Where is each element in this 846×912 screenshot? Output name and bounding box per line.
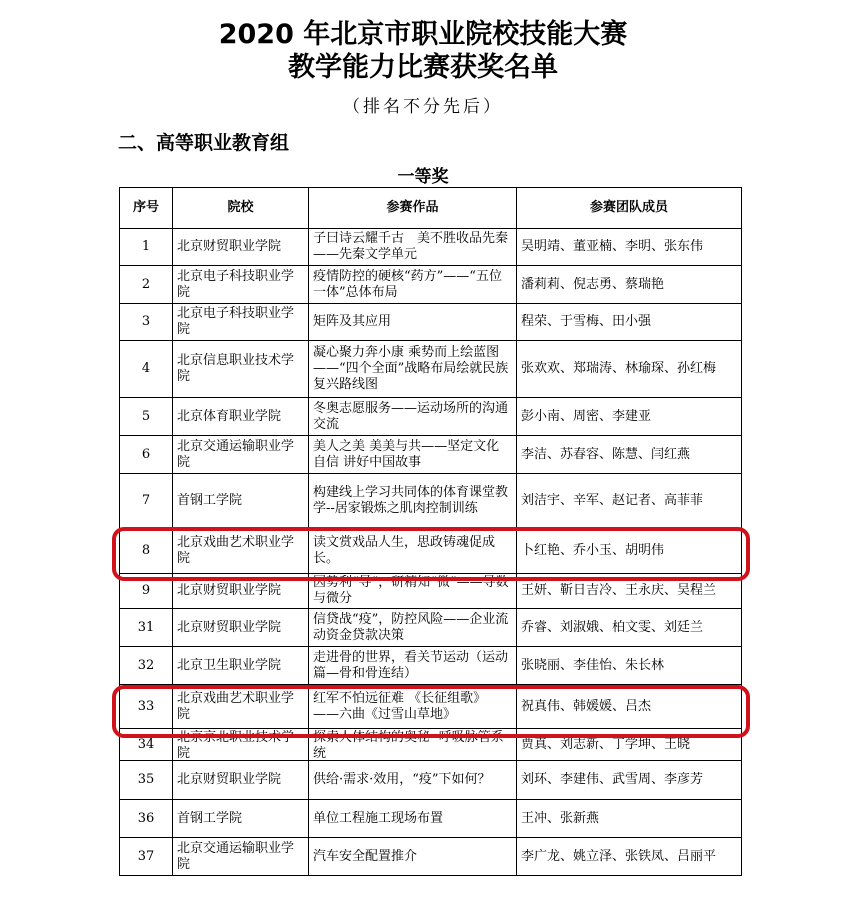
cell-school [173,838,309,876]
cell-school-text: 北京信息职业技术学院 [177,353,295,384]
document-title-line1: 2020 年北京市职业院校技能大赛 [218,19,628,50]
cell-school-text: 首钢工学院 [177,810,243,826]
table-row [120,474,742,529]
cell-number-text: 2 [141,276,151,292]
cell-number-text: 33 [137,698,155,714]
highlight-box-row-33 [112,685,750,738]
table-row [120,838,742,876]
cell-school [173,474,309,529]
cell-number [120,398,173,436]
table-row [120,229,742,266]
cell-team-text: 祝真伟、韩媛媛、吕杰 [521,698,652,714]
cell-team [517,229,742,266]
cell-number-text: 4 [141,361,151,376]
cell-work-text: 探索人体结构的奥秘--呼吸脉管系统 [313,730,504,759]
cell-number [120,229,173,266]
cell-school-text: 北京电子科技职业学院 [177,306,295,337]
cell-work-text: 因势利“导”，研精知“微”——导数与微分 [313,575,509,606]
cell-number [120,304,173,341]
cell-team-text: 李广龙、姚立泽、张铁凤、吕丽平 [521,848,717,864]
cell-number-text: 32 [137,657,155,673]
cell-school-text: 北京财贸职业学院 [177,583,282,598]
cell-team-text: 贾真、刘志新、丁学坤、王晓 [521,736,691,752]
cell-school-text: 北京电子科技职业学院 [177,268,295,300]
cell-school [173,800,309,838]
cell-number [120,266,173,304]
table-header-row [120,188,742,229]
cell-number-text: 5 [141,408,151,424]
cell-work [309,436,517,474]
cell-team-text: 王冲、张新燕 [521,810,600,826]
header-school: 院校 [173,188,309,229]
table-row [120,341,742,398]
cell-school-text: 北京财贸职业学院 [177,772,282,787]
cell-number [120,436,173,474]
cell-work [309,266,517,304]
cell-work-text: 走进骨的世界，看关节运动（运动篇—骨和骨连结） [313,649,509,681]
cell-work-text: 子曰诗云耀千古 美不胜收品先秦 ——先秦文学单元 [313,231,509,262]
cell-work-text: 构建线上学习共同体的体育课堂教学--居家锻炼之肌肉控制训练 [313,485,509,516]
cell-team-text: 王妍、靳日吉冷、王永庆、吴程兰 [521,583,717,598]
cell-number-text: 3 [141,314,151,329]
table-row [120,266,742,304]
cell-school-text: 北京财贸职业学院 [177,239,282,254]
cell-team [517,761,742,800]
cell-number-text: 6 [141,446,151,462]
ranking-note: （排名不分先后） [343,97,503,117]
cell-school-text: 北京京北职业技术学院 [177,730,295,759]
cell-work-text: 矩阵及其应用 [313,314,392,329]
cell-number-text: 31 [137,619,155,635]
cell-team [517,266,742,304]
cell-number-text: 37 [137,848,155,864]
cell-work-text: 单位工程施工现场布置 [313,810,444,826]
cell-school [173,304,309,341]
cell-school [173,341,309,398]
cell-school [173,266,309,304]
cell-team-text: 程荣、于雪梅、田小强 [521,314,652,329]
cell-work [309,341,517,398]
cell-work [309,474,517,529]
cell-number [120,800,173,838]
cell-number [120,341,173,398]
cell-team-text: 潘莉莉、倪志勇、蔡瑞艳 [521,276,665,292]
cell-team-text: 吴明靖、董亚楠、李明、张东伟 [521,239,704,254]
cell-work [309,838,517,876]
cell-school [173,436,309,474]
cell-team-text: 乔睿、刘淑娥、柏文雯、刘廷兰 [521,619,704,635]
document-title-line2: 教学能力比赛获奖名单 [288,52,558,83]
cell-work [309,229,517,266]
cell-number [120,609,173,647]
cell-number-text: 8 [141,543,151,558]
cell-school-text: 北京戏曲艺术职业学院 [177,535,295,566]
cell-team [517,474,742,529]
cell-school-text: 首钢工学院 [177,493,243,508]
cell-work-text: 汽车安全配置推介 [313,848,418,864]
cell-work [309,647,517,685]
cell-team [517,609,742,647]
cell-number-text: 1 [141,239,151,254]
cell-school-text: 北京卫生职业学院 [177,657,282,673]
cell-school [173,761,309,800]
cell-team [517,647,742,685]
table-row [120,436,742,474]
cell-team [517,800,742,838]
cell-work-text: 美人之美 美美与共——坚定文化自信 讲好中国故事 [313,438,500,470]
cell-school-text: 北京财贸职业学院 [177,619,282,635]
cell-work-text: 信贷战“疫”，防控风险——企业流动资金贷款决策 [313,611,509,643]
cell-work-text: 红军不怕远征难 《长征组歌》——六曲《过雪山草地》 [313,690,487,722]
cell-number [120,761,173,800]
award-level-heading: 一等奖 [397,167,449,187]
cell-school-text: 北京交通运输职业学院 [177,840,295,872]
cell-number [120,647,173,685]
cell-team [517,304,742,341]
cell-team-text: 李洁、苏春容、陈慧、闫红燕 [521,446,691,462]
cell-school [173,229,309,266]
cell-team-text: 彭小南、周密、李建亚 [521,408,652,424]
cell-team [517,341,742,398]
header-number: 序号 [120,188,173,229]
cell-team [517,838,742,876]
cell-team-text: 张欢欢、郑瑞涛、林瑜琛、孙红梅 [521,361,717,376]
cell-work-text: 疫情防控的硬核“药方”——“五位一体”总体布局 [313,268,502,300]
cell-school-text: 北京体育职业学院 [177,408,282,424]
cell-number [120,838,173,876]
cell-number-text: 35 [137,772,155,787]
cell-number [120,474,173,529]
section-heading: 二、高等职业教育组 [118,132,290,154]
cell-team-text: 刘环、李建伟、武雪周、李彦芳 [521,772,704,787]
cell-number-text: 34 [137,736,155,752]
cell-school [173,609,309,647]
cell-school [173,398,309,436]
table-row [120,800,742,838]
cell-work [309,800,517,838]
cell-work-text: 冬奥志愿服务——运动场所的沟通交流 [313,400,509,432]
cell-team-text: 张晓丽、李佳怡、朱长林 [521,657,665,673]
cell-work [309,761,517,800]
cell-team-text: 刘洁宇、辛军、赵记者、高菲菲 [521,493,704,508]
cell-work-text: 凝心聚力奔小康 乘势而上绘蓝图 ——“四个全面”战略布局绘就民族复兴路线图 [313,345,509,392]
highlight-box-row-8 [112,527,750,581]
header-team: 参赛团队成员 [517,188,742,229]
cell-work [309,304,517,341]
table-row [120,304,742,341]
cell-work [309,609,517,647]
cell-number-text: 9 [141,583,151,598]
cell-work-text: 读文赏戏品人生，思政铸魂促成长。 [313,535,496,566]
cell-work [309,398,517,436]
cell-school-text: 北京交通运输职业学院 [177,438,295,470]
table-row [120,761,742,800]
cell-school [173,647,309,685]
cell-team [517,436,742,474]
cell-school-text: 北京戏曲艺术职业学院 [177,690,295,722]
cell-number-text: 7 [141,493,151,508]
table-row [120,647,742,685]
cell-team-text: 卜红艳、乔小玉、胡明伟 [521,543,665,558]
cell-team [517,398,742,436]
cell-number-text: 36 [137,810,155,826]
table-row [120,398,742,436]
cell-work-text: 供给·需求·效用，“疫”下如何？ [313,772,491,787]
table-row [120,609,742,647]
header-work: 参赛作品 [309,188,517,229]
